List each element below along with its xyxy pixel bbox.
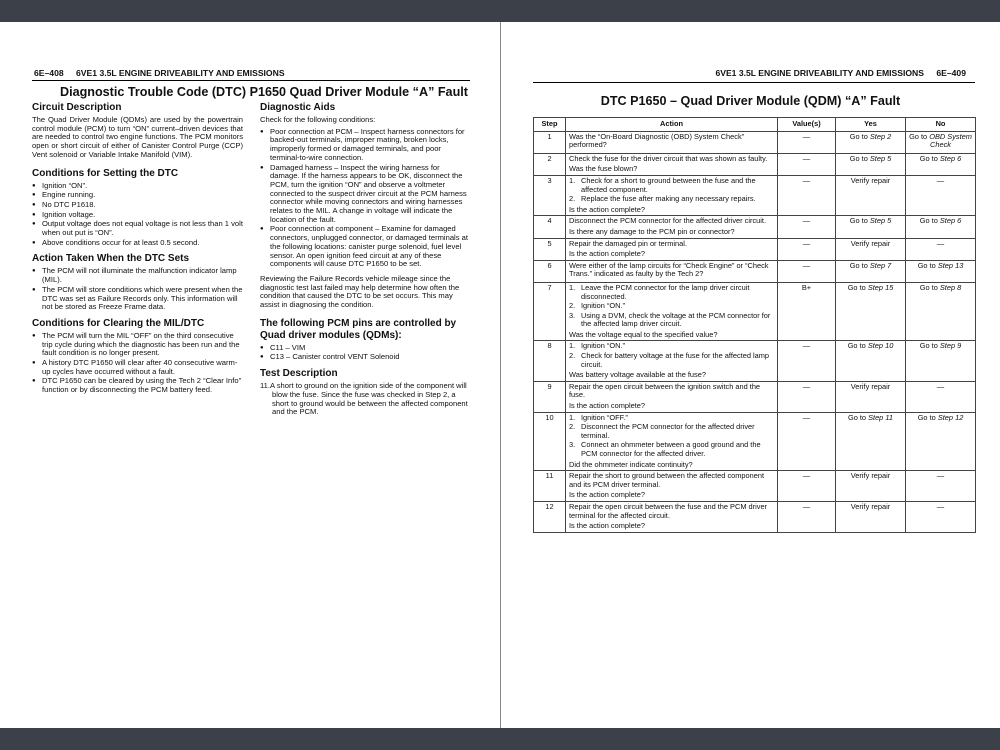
step-no: —	[906, 471, 976, 502]
action-question: Is the action complete?	[569, 490, 646, 500]
diagnostic-aids-intro: Check for the following conditions:	[260, 115, 376, 124]
list-item: ● Engine running.	[32, 191, 243, 200]
step-value: —	[778, 153, 836, 175]
step-no: —	[906, 175, 976, 215]
list-item: ● No DTC P1618.	[32, 201, 243, 210]
left-header-text: 6VE1 3.5L ENGINE DRIVEABILITY AND EMISSIONS	[76, 68, 285, 78]
circuit-description-heading: Circuit Description	[32, 102, 122, 113]
step-action	[566, 381, 778, 412]
action-substep: 1. Ignition “OFF.”	[569, 412, 628, 422]
step-value: —	[778, 501, 836, 532]
action-question: Was the voltage equal to the specified value?	[569, 329, 718, 339]
step-yes: Go to Step 5	[836, 216, 906, 238]
table-row	[534, 282, 976, 341]
step-action	[566, 131, 778, 153]
step-action	[566, 282, 778, 341]
conditions-setting-heading: Conditions for Setting the DTC	[32, 167, 179, 179]
table-body	[534, 131, 976, 532]
step-yes: Verify repair	[836, 175, 906, 215]
step-no: —	[906, 501, 976, 532]
table-row	[534, 471, 976, 502]
right-page	[501, 22, 1000, 728]
conditions-setting-list	[32, 182, 243, 248]
step-number: 5	[534, 238, 566, 260]
table-header-row	[534, 118, 976, 132]
step-action	[566, 238, 778, 260]
action-substep: 1. Ignition “ON.”	[569, 341, 625, 351]
step-action	[566, 216, 778, 238]
right-page-title: DTC P1650 – Quad Driver Module (QDM) “A” Fault	[600, 94, 901, 108]
step-value: B+	[778, 282, 836, 341]
step-action	[566, 341, 778, 381]
diagnostic-aids-list	[260, 128, 470, 269]
action-text: Repair the open circuit between the fuse and the PCM driver terminal for the affected circuit.	[569, 501, 768, 520]
table-row	[534, 260, 976, 282]
list-item: ● C13 – Canister control VENT Solenoid	[260, 353, 470, 362]
test-description-text: 11.A short to ground on the ignition side of the component will blow the fuse. Since the fuse was checked in Step 2, a short to ground would be between the affected component and the PCM.	[260, 381, 468, 417]
action-question: Is the action complete?	[569, 521, 646, 531]
table-row	[534, 381, 976, 412]
viewer-bottom-bar	[0, 728, 1000, 750]
left-page-number: 6E–408	[34, 68, 64, 78]
action-question: Is there any damage to the PCM pin or connector?	[569, 226, 735, 236]
step-no: Go to Step 8	[906, 282, 976, 341]
circuit-description-text: The Quad Driver Module (QDMs) are used by the powertrain control module (PCM) to turn “ON” current–driven devices that are needed to control two engine functions. The PCM monitors open or short circuit of either of Canister Control Purge (CCP) Vent solenoid or Variable Intake Manifold (VIM).	[32, 115, 243, 159]
action-substeps	[569, 177, 774, 204]
step-no: Go to OBD System Check	[906, 131, 976, 153]
step-yes: Go to Step 2	[836, 131, 906, 153]
step-no: Go to Step 12	[906, 412, 976, 471]
action-question: Was the fuse blown?	[569, 164, 638, 174]
diagnostic-aids-closing: Reviewing the Failure Records vehicle mileage since the diagnostic test last failed may help determine how often the condition that caused the DTC to be set occurs. This may assist in diagnosing the condition.	[260, 273, 460, 310]
right-page-number: 6E–409	[936, 68, 966, 78]
right-header-text: 6VE1 3.5L ENGINE DRIVEABILITY AND EMISSIONS	[715, 68, 924, 78]
step-action	[566, 175, 778, 215]
action-taken-list	[32, 267, 243, 312]
action-text: Check the fuse for the driver circuit that was shown as faulty.	[569, 153, 768, 163]
action-substeps	[569, 414, 774, 459]
step-no: Go to Step 6	[906, 216, 976, 238]
step-value: —	[778, 381, 836, 412]
step-yes: Verify repair	[836, 501, 906, 532]
list-item: ● Output voltage does not equal voltage is not less than 1 volt when out put is “ON”.	[32, 220, 243, 237]
conditions-clearing-list	[32, 332, 243, 395]
action-text: Disconnect the PCM connector for the affected driver circuit.	[569, 216, 767, 226]
viewer-top-bar	[0, 0, 1000, 22]
list-item: ● C11 – VIM	[260, 344, 470, 353]
step-no: Go to Step 13	[906, 260, 976, 282]
table-row	[534, 216, 976, 238]
pcm-pins-heading: The following PCM pins are controlled by Quad driver modules (QDMs):	[260, 317, 457, 341]
action-substep: 1. Check for a short to ground between the fuse and the affected component.	[569, 175, 756, 194]
left-page-title: Diagnostic Trouble Code (DTC) P1650 Quad Driver Module “A” Fault	[60, 85, 468, 99]
step-value: —	[778, 412, 836, 471]
action-substep: 2. Disconnect the PCM connector for the affected driver terminal.	[569, 422, 755, 440]
step-no: Go to Step 9	[906, 341, 976, 381]
step-number: 12	[534, 501, 566, 532]
right-page-header	[715, 68, 966, 78]
action-question: Was battery voltage available at the fuse?	[569, 370, 706, 380]
list-item: ● A history DTC P1650 will clear after 40 consecutive warm-up cycles have occurred without a fault.	[32, 359, 243, 376]
right-column	[260, 102, 470, 420]
step-value: —	[778, 131, 836, 153]
step-number: 11	[534, 471, 566, 502]
list-item: ● The PCM will store conditions which were present when the DTC was set as Failure Records only. This information will not be stored as Freeze Frame data.	[32, 286, 243, 312]
header-yes: Yes	[836, 118, 906, 132]
step-yes: Verify repair	[836, 238, 906, 260]
step-yes: Go to Step 7	[836, 260, 906, 282]
left-page	[0, 22, 500, 728]
list-item: ● Damaged harness – Inspect the wiring harness for damage. If the harness appears to be OK, disconnect the PCM, turn the ignition “ON” and observe a voltmeter connected to the suspect driver circuit at the PCM harness connector while moving connectors and wiring harnesses relates to the MIL. A change in voltage will indicate the location of the fault.	[260, 164, 470, 225]
action-substep: 2. Check for battery voltage at the fuse for the affected lamp circuit.	[569, 351, 770, 369]
step-action	[566, 412, 778, 471]
action-text: Were either of the lamp circuits for “Check Engine” or “Check Trans.” indicated as faulty by the Tech 2?	[569, 260, 769, 279]
action-text: Repair the open circuit between the ignition switch and the fuse.	[569, 381, 761, 400]
action-text: Repair the damaged pin or terminal.	[569, 238, 687, 248]
table-row	[534, 238, 976, 260]
table-row	[534, 341, 976, 381]
action-taken-heading: Action Taken When the DTC Sets	[32, 253, 190, 265]
left-header-rule	[32, 80, 470, 81]
header-values: Value(s)	[778, 118, 836, 132]
step-number: 6	[534, 260, 566, 282]
right-header-rule	[533, 82, 975, 83]
step-value: —	[778, 175, 836, 215]
action-text: Was the “On-Board Diagnostic (OBD) System Check” performed?	[569, 131, 745, 150]
action-text: Repair the short to ground between the affected component and its PCM driver terminal.	[569, 471, 765, 489]
test-description-heading: Test Description	[260, 368, 338, 380]
step-value: —	[778, 260, 836, 282]
action-substep: 3. Connect an ohmmeter between a good ground and the PCM connector for the affected driver.	[569, 440, 761, 458]
action-question: Is the action complete?	[569, 204, 646, 214]
step-value: —	[778, 341, 836, 381]
step-number: 4	[534, 216, 566, 238]
step-no: —	[906, 381, 976, 412]
list-item: ● Above conditions occur for at least 0.5 second.	[32, 239, 243, 248]
table-row	[534, 412, 976, 471]
step-value: —	[778, 216, 836, 238]
list-item: ● The PCM will turn the MIL “OFF” on the third consecutive trip cycle during which the diagnostic has been run and the fault condition is no longer present.	[32, 332, 243, 358]
action-substep: 1. Leave the PCM connector for the lamp driver circuit disconnected.	[569, 282, 750, 301]
step-number: 7	[534, 282, 566, 341]
step-yes: Go to Step 5	[836, 153, 906, 175]
pcm-pins-list	[260, 344, 470, 362]
list-item: ● Ignition “ON”.	[32, 182, 243, 191]
step-action	[566, 153, 778, 175]
table-row	[534, 131, 976, 153]
action-substeps	[569, 284, 774, 329]
diagnostic-aids-heading: Diagnostic Aids	[260, 102, 336, 113]
step-yes: Go to Step 10	[836, 341, 906, 381]
step-action	[566, 501, 778, 532]
list-item: ● DTC P1650 can be cleared by using the Tech 2 “Clear Info” function or by disconnecting the PCM battery feed.	[32, 377, 243, 394]
action-substeps	[569, 342, 774, 369]
action-substep: 2. Ignition “ON.”	[569, 301, 625, 311]
action-question: Is the action complete?	[569, 401, 646, 411]
list-item: ● The PCM will not illuminate the malfunction indicator lamp (MIL).	[32, 267, 243, 284]
list-item: ● Poor connection at component – Examine for damaged connectors, unplugged connector, or damaged terminals at the following locations: canister purge solenoid, fuel level sensor. An open ignition feed circuit at any of these components will cause DTC P1650 to be set.	[260, 225, 470, 269]
action-substep: 2. Replace the fuse after making any necessary repairs.	[569, 194, 756, 204]
header-no: No	[906, 118, 976, 132]
step-number: 9	[534, 381, 566, 412]
step-no: —	[906, 238, 976, 260]
action-question: Is the action complete?	[569, 249, 646, 259]
step-yes: Verify repair	[836, 381, 906, 412]
list-item: ● Ignition voltage.	[32, 211, 243, 220]
step-yes: Go to Step 15	[836, 282, 906, 341]
step-yes: Go to Step 11	[836, 412, 906, 471]
left-page-header	[34, 68, 285, 78]
table-row	[534, 501, 976, 532]
step-no: Go to Step 6	[906, 153, 976, 175]
step-number: 1	[534, 131, 566, 153]
step-number: 8	[534, 341, 566, 381]
step-action	[566, 260, 778, 282]
header-action: Action	[566, 118, 778, 132]
conditions-clearing-heading: Conditions for Clearing the MIL/DTC	[32, 317, 205, 329]
step-number: 10	[534, 412, 566, 471]
left-column	[32, 102, 243, 401]
table-row	[534, 175, 976, 215]
step-number: 3	[534, 175, 566, 215]
header-step: Step	[534, 118, 566, 132]
step-value: —	[778, 238, 836, 260]
list-item: ● Poor connection at PCM – Inspect harness connectors for backed-out terminals, improper mating, broken locks, improperly formed or damaged terminals, and poor terminal-to-wire connection.	[260, 128, 470, 163]
step-action	[566, 471, 778, 502]
step-yes: Verify repair	[836, 471, 906, 502]
step-value: —	[778, 471, 836, 502]
action-substep: 3. Using a DVM, check the voltage at the PCM connector for the affected lamp driver circuit.	[569, 310, 771, 329]
table-row	[534, 153, 976, 175]
step-number: 2	[534, 153, 566, 175]
diagnostic-steps-table	[533, 117, 976, 533]
action-question: Did the ohmmeter indicate continuity?	[569, 459, 693, 469]
